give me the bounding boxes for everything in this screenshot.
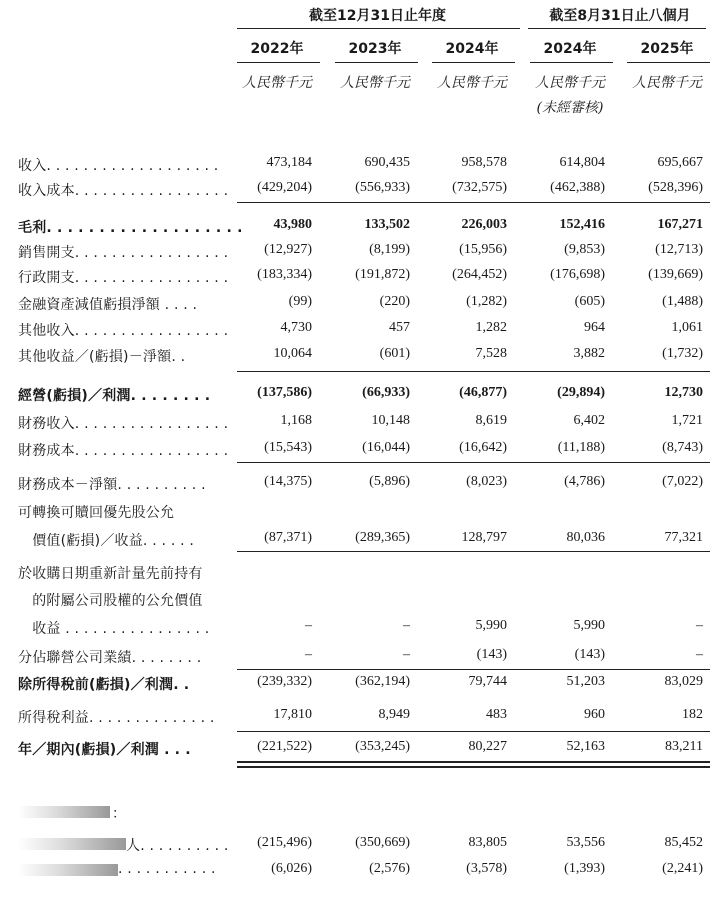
subtotal-line <box>237 202 710 203</box>
cell: 457 <box>389 320 410 335</box>
row-label: 可轉換可贖回優先股公允 <box>18 505 175 521</box>
cell: 128,797 <box>461 530 507 545</box>
col-year-3: 2024年 <box>445 41 499 57</box>
total-double-line <box>237 766 710 768</box>
cell: 83,211 <box>665 739 703 754</box>
col-unit-4: 人民幣千元 <box>535 75 605 91</box>
cell: 10,148 <box>371 413 410 428</box>
cell: 7,528 <box>475 346 507 361</box>
row-label: 其他收益／(虧損)－淨額. . <box>18 349 186 365</box>
cell: 1,061 <box>671 320 703 335</box>
cell: 133,502 <box>364 217 410 232</box>
cell: 690,435 <box>364 155 410 170</box>
row-label: 毛利. . . . . . . . . . . . . . . . . . . <box>18 220 243 236</box>
cell: (289,365) <box>355 530 410 545</box>
col-underline-4 <box>530 62 613 63</box>
cell: – <box>696 618 703 633</box>
cell: 167,271 <box>657 217 703 232</box>
cell: (353,245) <box>355 739 410 754</box>
cell: 51,203 <box>566 674 605 689</box>
row-label: 行政開支. . . . . . . . . . . . . . . . . <box>18 270 229 286</box>
cell: 52,163 <box>566 739 605 754</box>
cell: 695,667 <box>657 155 703 170</box>
row-label: 年／期內(虧損)／利潤 . . . <box>18 742 191 758</box>
cell: (215,496) <box>257 835 312 850</box>
cell: 958,578 <box>461 155 507 170</box>
cell: (2,576) <box>369 861 410 876</box>
cell: 960 <box>584 707 605 722</box>
col-underline-1 <box>237 62 320 63</box>
row-remeasure-2 <box>0 590 720 612</box>
cell: (183,334) <box>257 267 312 282</box>
row-revenue <box>0 155 720 177</box>
row-impairment <box>0 294 720 316</box>
cell: – <box>305 618 312 633</box>
cell: (3,578) <box>466 861 507 876</box>
row-label: 人. . . . . . . . . . <box>126 838 229 854</box>
subtotal-line <box>237 551 710 552</box>
row-remeasure-3 <box>0 618 720 640</box>
cell: 1,168 <box>280 413 312 428</box>
cell: 614,804 <box>559 155 605 170</box>
cell: (605) <box>574 294 605 309</box>
col-year-1: 2022年 <box>250 41 304 57</box>
cell: (732,575) <box>452 180 507 195</box>
cell: (239,332) <box>257 674 312 689</box>
cell: (191,872) <box>355 267 410 282</box>
row-label: 收入. . . . . . . . . . . . . . . . . . . <box>18 158 219 174</box>
cell: – <box>403 647 410 662</box>
col-unit-3: 人民幣千元 <box>437 75 507 91</box>
cell: 964 <box>584 320 605 335</box>
col-unit-1: 人民幣千元 <box>242 75 312 91</box>
cell: (221,522) <box>257 739 312 754</box>
col-underline-3 <box>432 62 515 63</box>
cell: 152,416 <box>559 217 605 232</box>
row-profit-before-tax <box>0 674 720 696</box>
subtotal-line <box>237 371 710 372</box>
total-double-line <box>237 761 710 763</box>
cell: 4,730 <box>280 320 312 335</box>
cell: (139,669) <box>648 267 703 282</box>
row-profit-for-period <box>0 739 720 761</box>
cell: (29,894) <box>557 385 605 400</box>
row-income-tax <box>0 707 720 729</box>
row-admin-expenses <box>0 267 720 289</box>
cell: 79,744 <box>468 674 507 689</box>
subtotal-line <box>237 462 710 463</box>
subtotal-line <box>237 731 710 732</box>
cell: (6,026) <box>271 861 312 876</box>
cell: (462,388) <box>550 180 605 195</box>
row-finance-costs <box>0 440 720 462</box>
row-other-gains <box>0 346 720 368</box>
cell: 5,990 <box>573 618 605 633</box>
cell: 85,452 <box>664 835 703 850</box>
cell: (220) <box>379 294 410 309</box>
cell: (143) <box>574 647 605 662</box>
cell: (429,204) <box>257 180 312 195</box>
group-underline-year <box>237 28 520 29</box>
cell: (15,543) <box>264 440 312 455</box>
cell: 17,810 <box>273 707 312 722</box>
cell: (1,282) <box>466 294 507 309</box>
cell: (87,371) <box>264 530 312 545</box>
cell: (1,732) <box>662 346 703 361</box>
row-remeasure-1 <box>0 563 720 585</box>
row-attributable-heading <box>0 803 720 825</box>
cell: 53,556 <box>566 835 605 850</box>
cell: (14,375) <box>264 474 312 489</box>
col-year-2: 2023年 <box>348 41 402 57</box>
col-unit-2: 人民幣千元 <box>340 75 410 91</box>
row-label: 其他收入. . . . . . . . . . . . . . . . . <box>18 323 229 339</box>
col-underline-2 <box>335 62 418 63</box>
cell: (12,713) <box>655 242 703 257</box>
col-note-4: (未經審核) <box>536 100 604 116</box>
cell: 77,321 <box>664 530 703 545</box>
cell: (16,642) <box>459 440 507 455</box>
cell: (264,452) <box>452 267 507 282</box>
cell: (8,199) <box>369 242 410 257</box>
cell: (46,877) <box>459 385 507 400</box>
row-label: 於收購日期重新計量先前持有 <box>18 566 203 582</box>
cell: (2,241) <box>662 861 703 876</box>
row-label: 除所得稅前(虧損)／利潤. . <box>18 677 190 693</box>
cell: 83,029 <box>664 674 703 689</box>
row-label: 收入成本. . . . . . . . . . . . . . . . . <box>18 183 229 199</box>
cell: (143) <box>476 647 507 662</box>
row-finance-net <box>0 474 720 496</box>
row-fv-preferred-2 <box>0 530 720 552</box>
group-header-period: 截至8月31日止八個月 <box>549 8 691 24</box>
row-label: 經營(虧損)／利潤. . . . . . . . <box>18 388 211 404</box>
cell: 3,882 <box>573 346 605 361</box>
cell: (362,194) <box>355 674 410 689</box>
cell: (176,698) <box>550 267 605 282</box>
cell: (16,044) <box>362 440 410 455</box>
row-operating-profit <box>0 385 720 407</box>
cell: 83,805 <box>468 835 507 850</box>
cell: – <box>305 647 312 662</box>
cell: 182 <box>682 707 703 722</box>
row-label: 金融資產減值虧損淨額 . . . . <box>18 297 198 313</box>
row-label: 的附屬公司股權的公允價值 <box>18 593 203 609</box>
col-year-4: 2024年 <box>543 41 597 57</box>
cell: (137,586) <box>257 385 312 400</box>
cell: (15,956) <box>459 242 507 257</box>
cell: 10,064 <box>273 346 312 361</box>
row-attributable-owners <box>0 835 720 857</box>
cell: 12,730 <box>664 385 703 400</box>
cell: (1,393) <box>564 861 605 876</box>
cell: (8,023) <box>466 474 507 489</box>
cell: 8,949 <box>378 707 410 722</box>
row-label: 財務成本－淨額. . . . . . . . . . <box>18 477 206 493</box>
cell: 483 <box>486 707 507 722</box>
group-header-year: 截至12月31日止年度 <box>309 8 446 24</box>
cell: (99) <box>288 294 312 309</box>
cell: (12,927) <box>264 242 312 257</box>
row-label: . . . . . . . . . . . <box>118 861 216 877</box>
row-other-income <box>0 320 720 342</box>
row-label: 收益 . . . . . . . . . . . . . . . . <box>18 621 210 637</box>
row-label: ： <box>112 806 127 822</box>
row-label: 銷售開支. . . . . . . . . . . . . . . . . <box>18 245 229 261</box>
cell: (9,853) <box>564 242 605 257</box>
cell: 43,980 <box>273 217 312 232</box>
row-label: 財務收入. . . . . . . . . . . . . . . . . <box>18 416 229 432</box>
row-share-of-associates <box>0 647 720 669</box>
cell: 1,282 <box>475 320 507 335</box>
cell: (556,933) <box>355 180 410 195</box>
cell: (66,933) <box>362 385 410 400</box>
cell: – <box>696 647 703 662</box>
cell: (601) <box>379 346 410 361</box>
col-year-5: 2025年 <box>640 41 694 57</box>
subtotal-line <box>237 669 710 670</box>
col-unit-5: 人民幣千元 <box>632 75 702 91</box>
cell: 80,036 <box>566 530 605 545</box>
group-underline-period <box>528 28 706 29</box>
row-fv-preferred-1 <box>0 502 720 524</box>
cell: (4,786) <box>564 474 605 489</box>
cell: (1,488) <box>662 294 703 309</box>
cell: (8,743) <box>662 440 703 455</box>
row-label: 財務成本. . . . . . . . . . . . . . . . . <box>18 443 229 459</box>
cell: (5,896) <box>369 474 410 489</box>
row-cost-of-revenue <box>0 180 720 202</box>
row-label: 價值(虧損)／收益. . . . . . <box>18 533 195 549</box>
cell: 80,227 <box>468 739 507 754</box>
row-attributable-nci <box>0 861 720 883</box>
row-label: 分佔聯營公司業績. . . . . . . . <box>18 650 202 666</box>
cell: 226,003 <box>461 217 507 232</box>
cell: (350,669) <box>355 835 410 850</box>
row-selling-expenses <box>0 242 720 264</box>
row-label: 所得稅利益. . . . . . . . . . . . . . <box>18 710 215 726</box>
cell: (528,396) <box>648 180 703 195</box>
cell: – <box>403 618 410 633</box>
cell: 473,184 <box>266 155 312 170</box>
cell: 6,402 <box>573 413 605 428</box>
cell: (11,188) <box>557 440 605 455</box>
cell: (7,022) <box>662 474 703 489</box>
row-finance-income <box>0 413 720 435</box>
cell: 5,990 <box>475 618 507 633</box>
cell: 1,721 <box>671 413 703 428</box>
cell: 8,619 <box>475 413 507 428</box>
row-gross-profit <box>0 217 720 239</box>
col-underline-5 <box>627 62 710 63</box>
